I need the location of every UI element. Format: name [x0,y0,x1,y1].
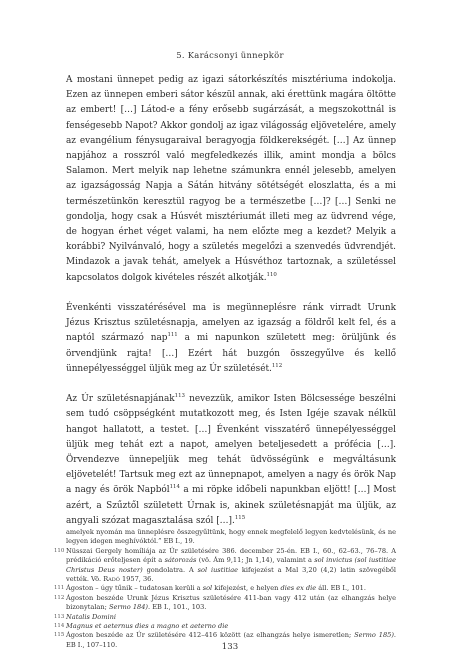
footnote-number: 115 [54,632,65,639]
running-header: 5. Karácsonyi ünnepkör [176,50,284,60]
footnotes [54,528,396,650]
paragraph-3: Az Úr születésnapjának$^{113}$ nevezzük, amikor Isten Bölcsessége beszélni sem tudó csöppségként mutatkozott meg, és Isten Igéje szavak nélkül hangot hallatott, a testet. […] Évenként visszatérő ünnepélyességgel üljük meg tehát ezt a napot, amelyen beteljesedett a prófécia […]. Örvendezve ünnepeljük meg tehát üdvösségünk e megváltásunk eljövetelét! Tartsuk meg ezt az ünnepnapot, amelyen a nagy és örök Nap a nagy és örök Napból$^{114}$ a mi röpke időbeli napunkban eljött! […] Most azért, a Szűztől született Úrnak is, akinek születésnapját ma üljük, az angyali szózat magasztalása szól […].$^{115}$ [66,393,396,526]
footnote-number: 114 [54,623,65,630]
footnote-115: 115 Ágoston beszéde az Úr születésére 412–416 között (az elhangzás helye ismeretlen; Sermo 185). EB I., 107–110. [54,631,396,649]
footnote-114: 114 Magnus et aeternus dies a magno et aeterno die [54,622,229,631]
footnote-continuation: amelyek nyomán ma ünneplésre összegyűltünk, hogy ennek megfelelő legyen kedvtelésünk, és ne legyen idegen meghívóktól.” EB I., 19. [66,528,396,546]
paragraph-1: A mostani ünnepet pedig az igazi sátorkészítés misztériuma indokolja. Ezen az ünnepen emberi sátor készül annak, aki érettünk magára öltötte az embert! […] Látod-e a fény erősebb sugárzását, a megszokottnál is fenségesebb Napot? Akkor gondolj az igaz világosság eljövetelére, amely az evangélium fénysugaraival beragyogja földkerekségét. […] Az ünnep napjához a rosszról való megfeledkezés illik, amint mondja a bölcs Salamon. Mert melyik nap lehetne számunkra ennél jelesebb, amelyen az igazságosság Napja a Sátán hitvány sötétségét eloszlatta, és a mi természetünkön keresztül ragyog be a természetbe […]? […] Senki ne gondolja, hogy csak a Húsvét misztériumát illeti meg az üdvrend vége, de hogyan érhet véget valami, ha nem előzte meg a kezdet? Melyik a korábbi? Nyilvánvaló, hogy a születés megelőzi a szenvedés üdvrendjét. Mindazok a javak tehát, amelyek a Húsvéthoz tartoznak, a születéssel kapcsolatos dolgok kivételes részét alkotják.$^{110}$ [66,75,396,283]
main-text [66,73,396,544]
footnote-113: 113 Natalis Domini [54,612,116,621]
footnote-111: 111 Ágoston – úgy tűnik – tudatosan kerüli a sol kifejezést, e helyen dies ex die áll. EB I., 101. [54,584,366,593]
footnote-number: 110 [54,547,65,554]
footnote-number: 113 [54,613,65,620]
footnote-ref-110[interactable]: 110 [266,271,277,278]
footnote-ref-114[interactable]: 114 [169,484,180,491]
footnote-112: 112 Ágoston beszéde Urunk Jézus Krisztus születésére 411-ban vagy 412 után (az elhangzás helye bizonytalan; Sermo 184). EB I., 101., 103. [54,593,396,612]
footnote-number: 112 [54,594,65,601]
footnote-ref-113[interactable]: 113 [174,393,185,400]
footnote-110: 110 Nüsszai Gergely homíliája az Úr születésére 386. december 25-én. EB I., 60., 62–63., 76–78. A prédikáció erőteljesen épít a sátorozás (vö. Ám 9,11; Jn 1,14), valamint a sol invictus (sol iustitiae Christus Deus noster) gondolatra. A sol iustitiae kifejezést a Mal 3,20 (4,2) latin szövegéből vették. Vö. Radó 1957, 36. [54,546,396,584]
footnote-ref-111[interactable]: 111 [167,332,178,339]
footnote-ref-112[interactable]: 112 [271,362,283,369]
paragraph-2: Évenkénti visszatérésével ma is megünneplésre ránk virradt Urunk Jézus Krisztus születésnapja, amelyen az igazság a földről kelt fel, és a naptól származó nap$^{111}$ a mi napunkon született meg: örüljünk és örvendjünk rajta! […] Ezért hát buzgón összegyűlve és kellő ünnepélyességgel üljük meg az Úr születését.$^{112}$ [66,303,397,374]
footnote-ref-115[interactable]: 115 [234,514,246,521]
footnote-number: 111 [54,585,65,592]
page-number: 133 [221,642,239,652]
